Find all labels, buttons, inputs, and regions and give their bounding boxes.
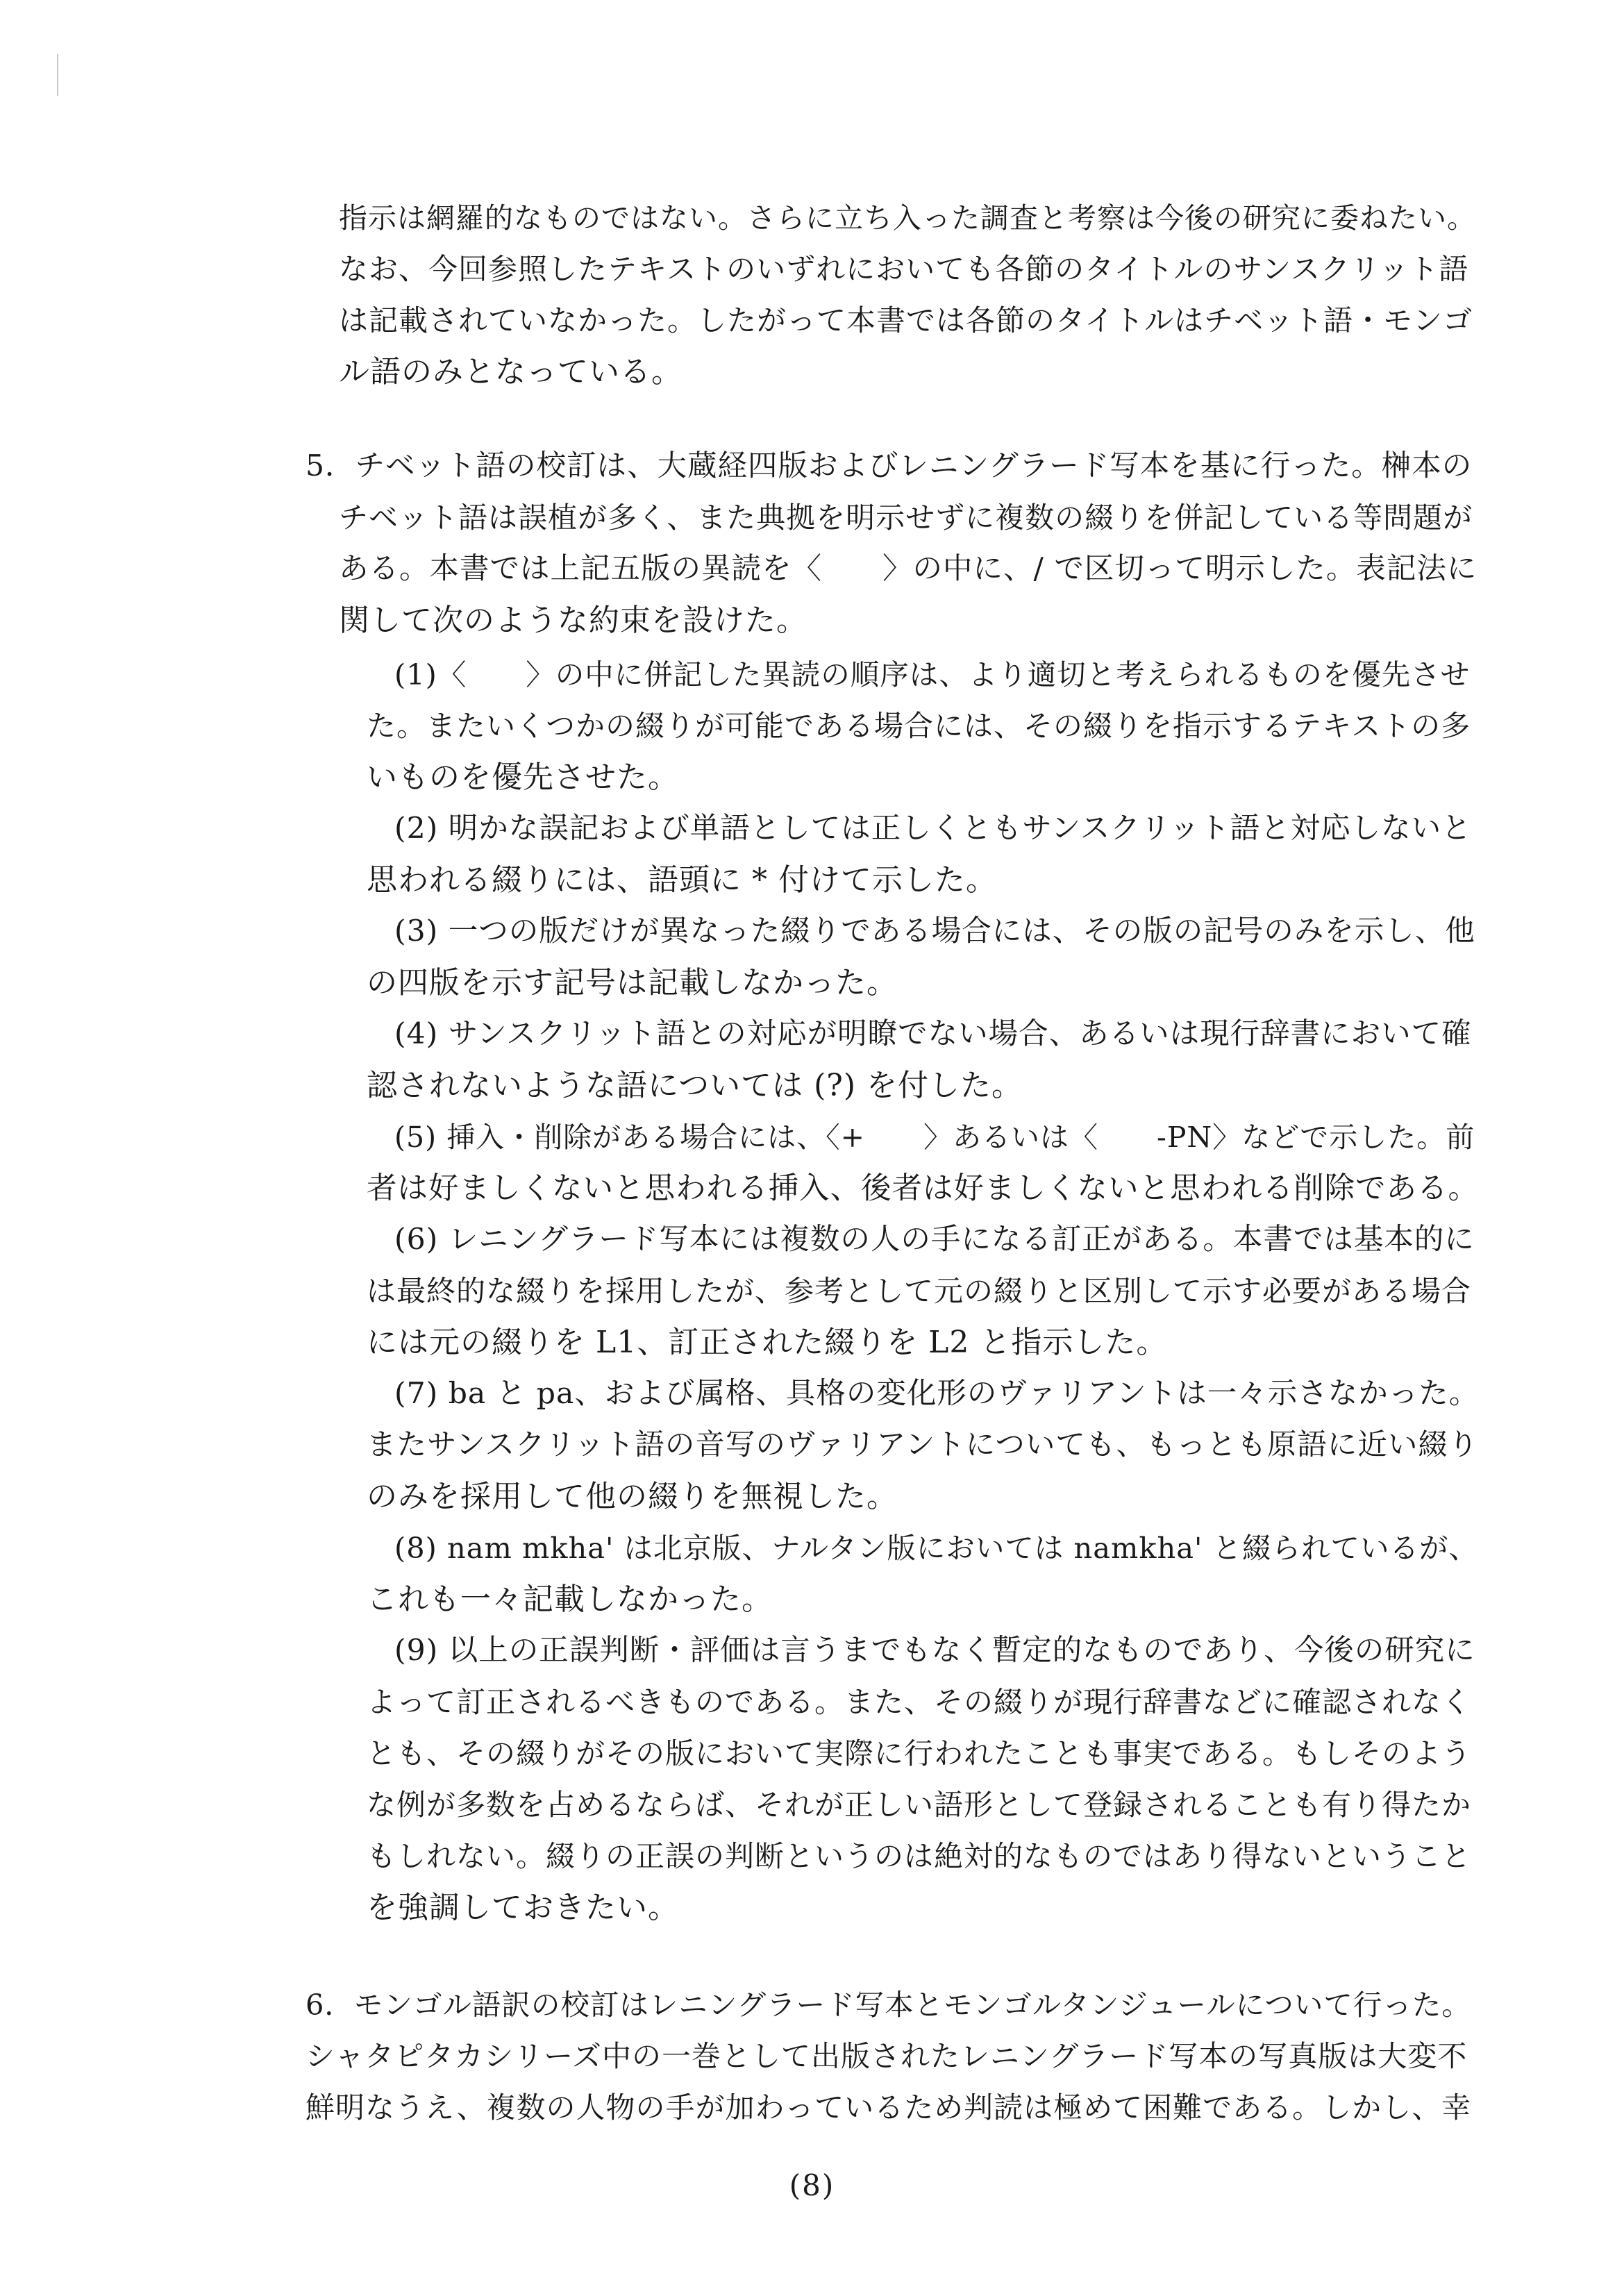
text-line: ある。本書では上記五版の異読を〈 〉の中に、/ で区切って明示した。表記法に	[339, 552, 1477, 586]
text-line: いものを優先させた。	[367, 760, 679, 795]
text-line: は最終的な綴りを採用したが、参考として元の綴りと区別して示す必要がある場合	[367, 1274, 1472, 1308]
text-line: 関して次のような約束を設けた。	[339, 603, 807, 638]
scan-artifact	[57, 54, 58, 96]
text-line: の四版を示す記号は記載しなかった。	[367, 965, 898, 1000]
rule-7-line: (7) ba と pa、および属格、具格の変化形のヴァリアントは一々示さなかった。	[394, 1377, 1480, 1411]
text-line: 指示は網羅的なものではない。さらに立ち入った調査と考察は今後の研究に委ねたい。	[339, 201, 1476, 235]
text-line: た。またいくつかの綴りが可能である場合には、その綴りを指示するテキストの多	[367, 709, 1471, 743]
text-line: には元の綴りを L1、訂正された綴りを L2 と指示した。	[367, 1325, 1168, 1360]
text-line: ル語のみとなっている。	[339, 354, 683, 389]
text-line: なお、今回参照したテキストのいずれにおいても各節のタイトルのサンスクリット語	[339, 252, 1469, 286]
text-line: 者は好ましくないと思われる挿入、後者は好ましくないと思われる削除である。	[367, 1171, 1479, 1206]
rule-3-line: (3) 一つの版だけが異なった綴りである場合には、その版の記号のみを示し、他	[394, 914, 1475, 948]
text-line: シャタピタカシリーズ中の一巻として出版されたレニングラード写本の写真版は大変不	[305, 2039, 1468, 2073]
rule-5-line: (5) 挿入・削除がある場合には、〈+ 〉あるいは〈 -PN〉などで示した。前	[394, 1121, 1475, 1154]
text-line: これも一々記載しなかった。	[367, 1582, 773, 1617]
rule-4-line: (4) サンスクリット語との対応が明瞭でない場合、あるいは現行辞書において確	[394, 1017, 1472, 1051]
text-line: 思われる綴りには、語頭に * 付けて示した。	[367, 862, 997, 898]
text-line: チベット語は誤植が多く、また典拠を明示せずに複数の綴りを併記している等問題が	[339, 501, 1473, 535]
page-number: (8)	[789, 2168, 835, 2202]
rule-6-line: (6) レニングラード写本には複数の人の手になる訂正がある。本書では基本的に	[394, 1223, 1475, 1257]
text-line: よって訂正されるべきものである。また、その綴りが現行辞書などに確認されなく	[367, 1685, 1472, 1719]
text-line: を強調しておきたい。	[367, 1890, 679, 1925]
text-line: は記載されていなかった。したがって本書では各節のタイトルはチベット語・モンゴ	[339, 303, 1473, 337]
rule-1-line: (1)〈 〉の中に併記した異読の順序は、より適切と考えられるものを優先させ	[394, 657, 1471, 692]
text-line: のみを採用して他の綴りを無視した。	[367, 1479, 898, 1514]
text-line: な例が多数を占めるならば、それが正しい語形として登録されることも有り得たか	[367, 1788, 1472, 1822]
rule-9-line: (9) 以上の正誤判断・評価は言うまでもなく暫定的なものであり、今後の研究に	[394, 1634, 1475, 1668]
text-line: とも、その綴りがその版において実際に行われたことも事実である。もしそのよう	[367, 1736, 1472, 1770]
rule-2-line: (2) 明かな誤記および単語としては正しくともサンスクリット語と対応しないと	[394, 812, 1472, 846]
section-5-heading-line: 5．チベット語の校訂は、大蔵経四版およびレニングラード写本を基に行った。榊本の	[305, 449, 1473, 483]
text-line: 鮮明なうえ、複数の人物の手が加わっているため判読は極めて困難である。しかし、幸	[305, 2090, 1472, 2125]
rule-8-line: (8) nam mkha' は北京版、ナルタン版においては namkha' と綴られているが、	[394, 1531, 1479, 1565]
section-6-heading-line: 6．モンゴル語訳の校訂はレニングラード写本とモンゴルタンジュールについて行った。	[305, 1988, 1471, 2022]
text-line: またサンスクリット語の音写のヴァリアントについても、もっとも原語に近い綴り	[367, 1428, 1479, 1462]
text-line: 認されないような語については (?) を付した。	[367, 1068, 1023, 1103]
text-line: もしれない。綴りの正誤の判断というのは絶対的なものではあり得ないということ	[367, 1839, 1472, 1873]
